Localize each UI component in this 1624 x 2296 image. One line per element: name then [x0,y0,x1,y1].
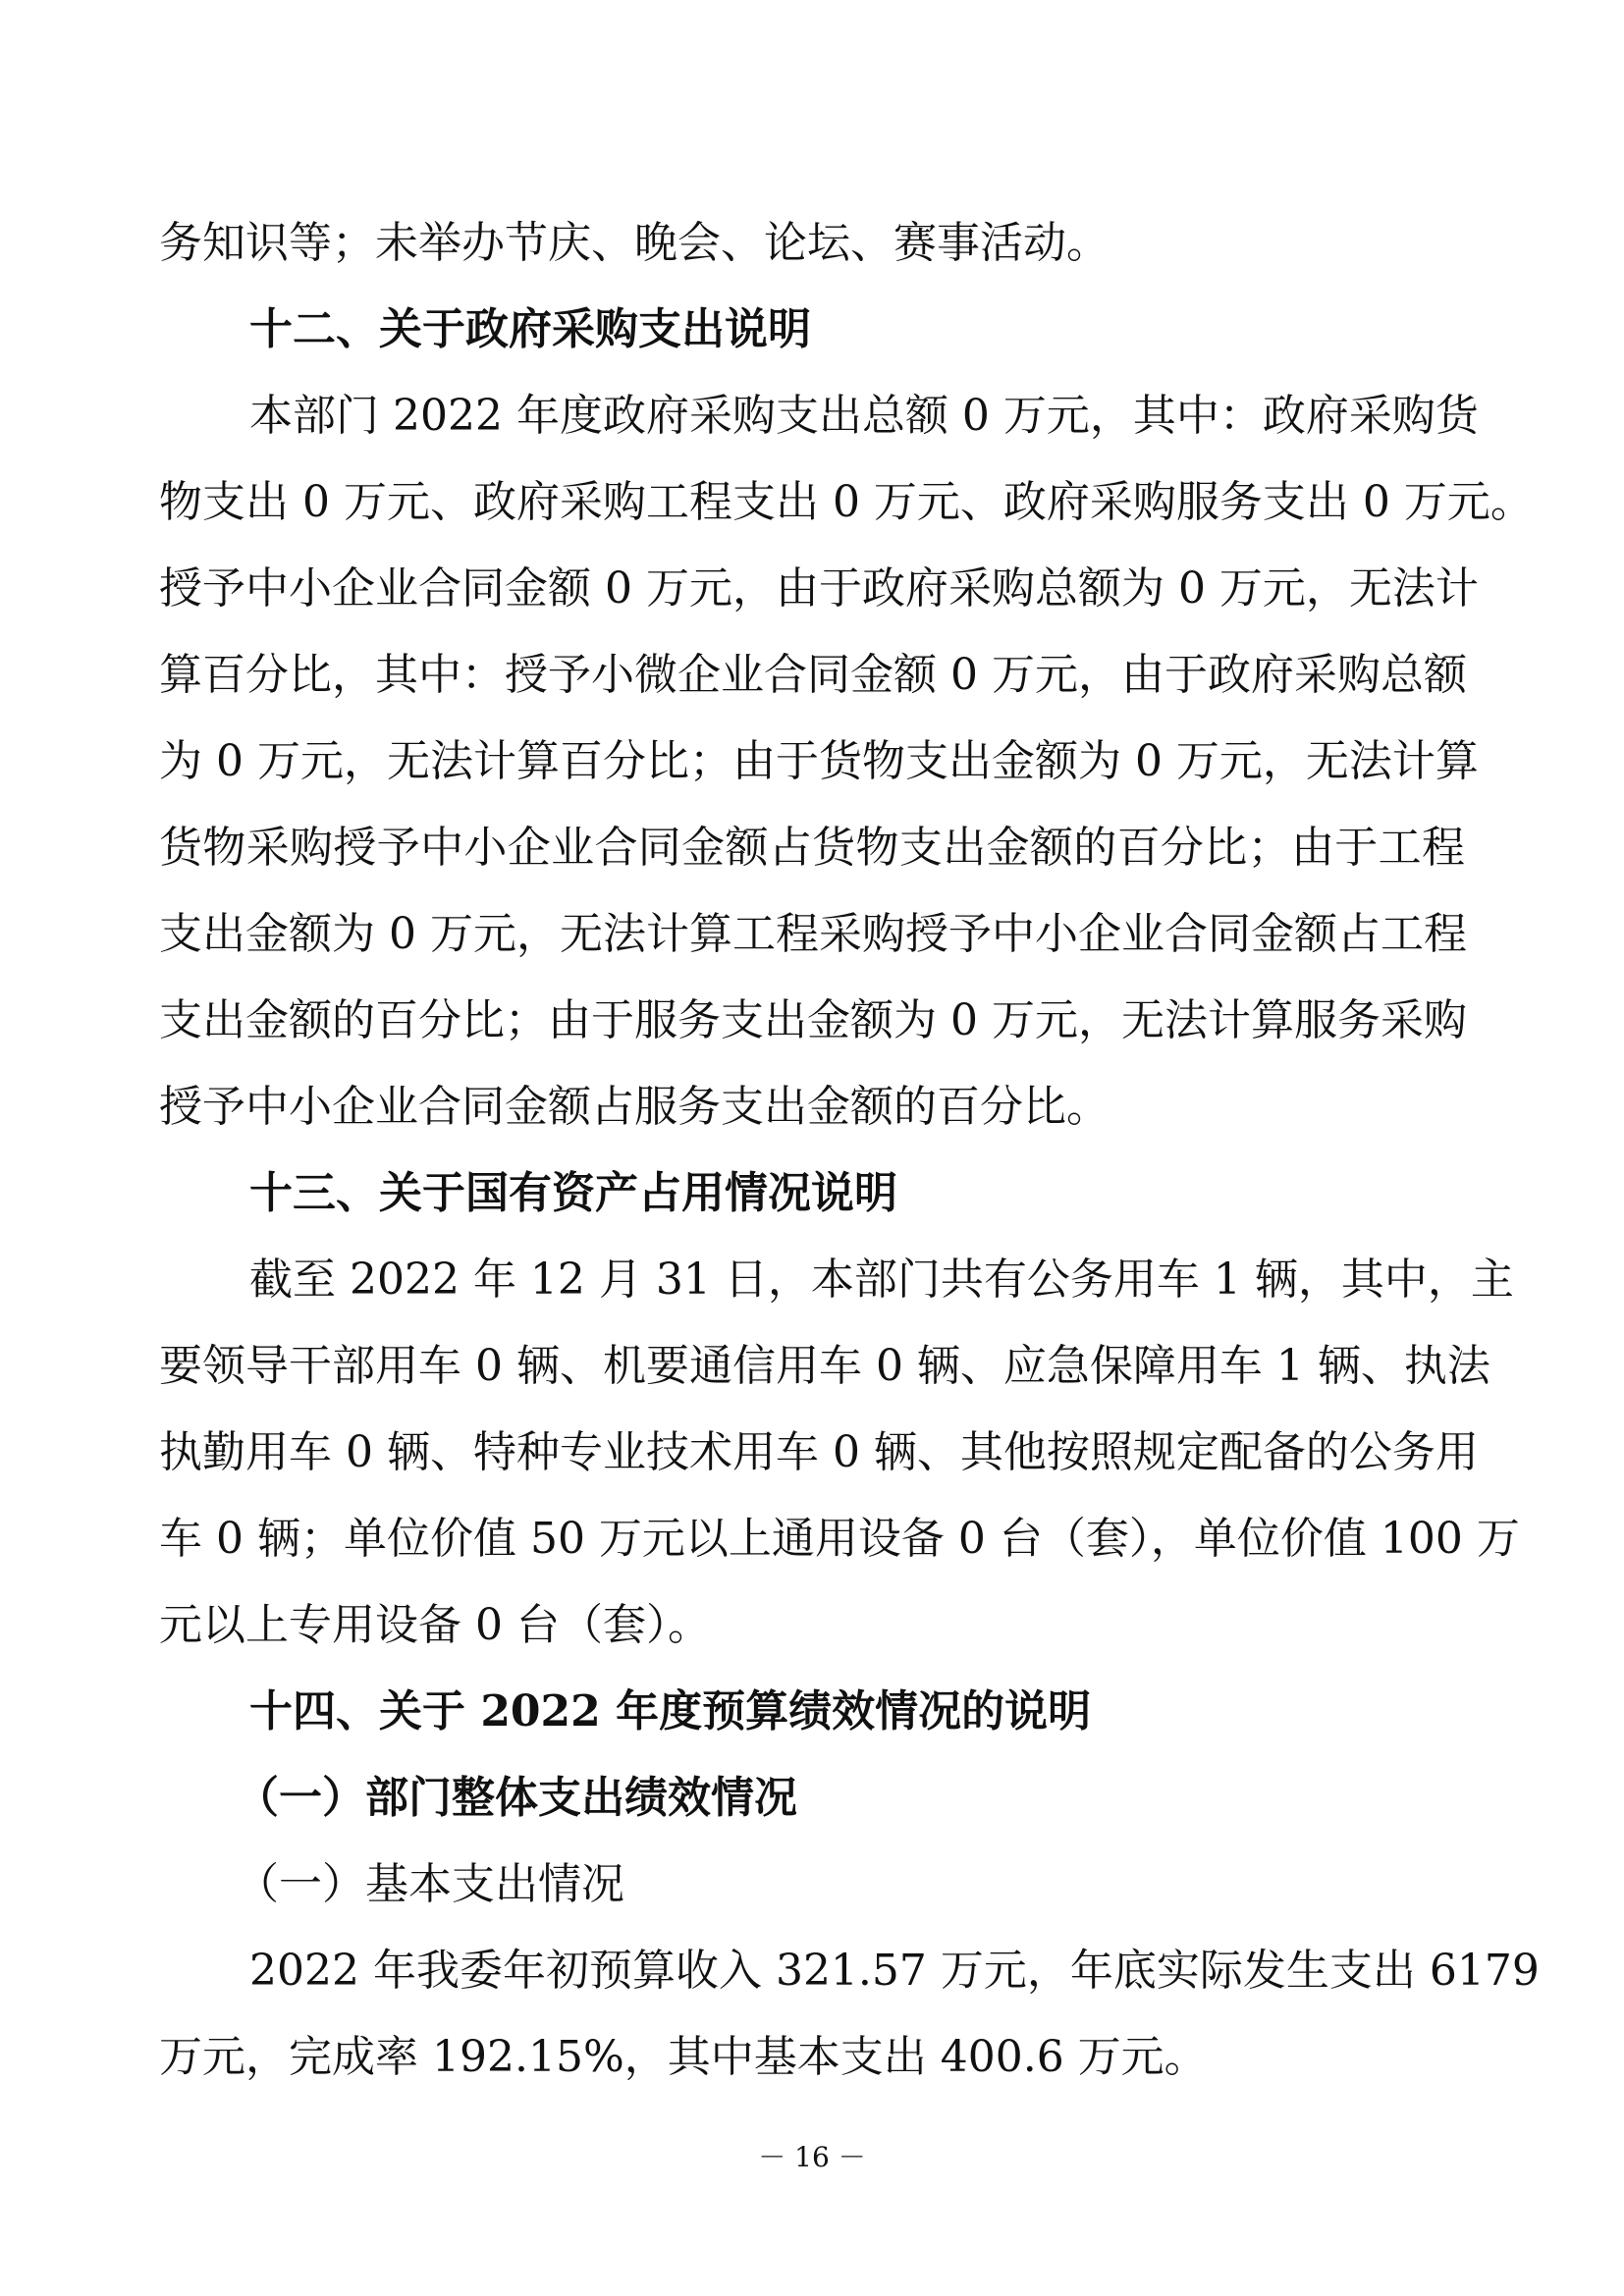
body-line: 要领导干部用车 0 辆、机要通信用车 0 辆、应急保障用车 1 辆、执法 [159,1341,1490,1391]
body-line: 物支出 0 万元、政府采购工程支出 0 万元、政府采购服务支出 0 万元。 [159,477,1534,527]
body-line: 万元，完成率 192.15%，其中基本支出 400.6 万元。 [159,2032,1208,2082]
body-line: 务知识等；未举办节庆、晚会、论坛、赛事活动。 [159,218,1110,268]
body-line: 支出金额的百分比；由于服务支出金额为 0 万元，无法计算服务采购 [159,995,1467,1045]
body-line: 货物采购授予中小企业合同金额占货物支出金额的百分比；由于工程 [159,823,1465,873]
body-line: 本部门 2022 年度政府采购支出总额 0 万元，其中：政府采购货 [249,391,1479,441]
body-line: 授予中小企业合同金额 0 万元，由于政府采购总额为 0 万元，无法计 [159,563,1479,614]
body-line: 为 0 万元，无法计算百分比；由于货物支出金额为 0 万元，无法计算 [159,736,1479,786]
body-line: 2022 年我委年初预算收入 321.57 万元，年底实际发生支出 6179 [249,1946,1540,1996]
section-heading: 十二、关于政府采购支出说明 [249,304,811,354]
body-line: 车 0 辆；单位价值 50 万元以上通用设备 0 台（套），单位价值 100 万 [159,1514,1520,1564]
body-line: 支出金额为 0 万元，无法计算工程采购授予中小企业合同金额占工程 [159,909,1467,959]
sub-subsection-heading: （一）基本支出情况 [236,1859,624,1909]
section-heading: 十四、关于 2022 年度预算绩效情况的说明 [249,1686,1092,1736]
page-number: － 16 － [758,2141,866,2173]
body-line: 截至 2022 年 12 月 31 日，本部门共有公务用车 1 辆，其中，主 [249,1255,1514,1305]
subsection-heading: （一）部门整体支出绩效情况 [236,1773,797,1823]
body-line: 元以上专用设备 0 台（套）。 [159,1600,711,1650]
section-heading: 十三、关于国有资产占用情况说明 [249,1168,897,1218]
body-line: 执勤用车 0 辆、特种专业技术用车 0 辆、其他按照规定配备的公务用 [159,1427,1479,1477]
body-line: 算百分比，其中：授予小微企业合同金额 0 万元，由于政府采购总额 [159,650,1467,700]
body-line: 授予中小企业合同金额占服务支出金额的百分比。 [159,1082,1110,1132]
